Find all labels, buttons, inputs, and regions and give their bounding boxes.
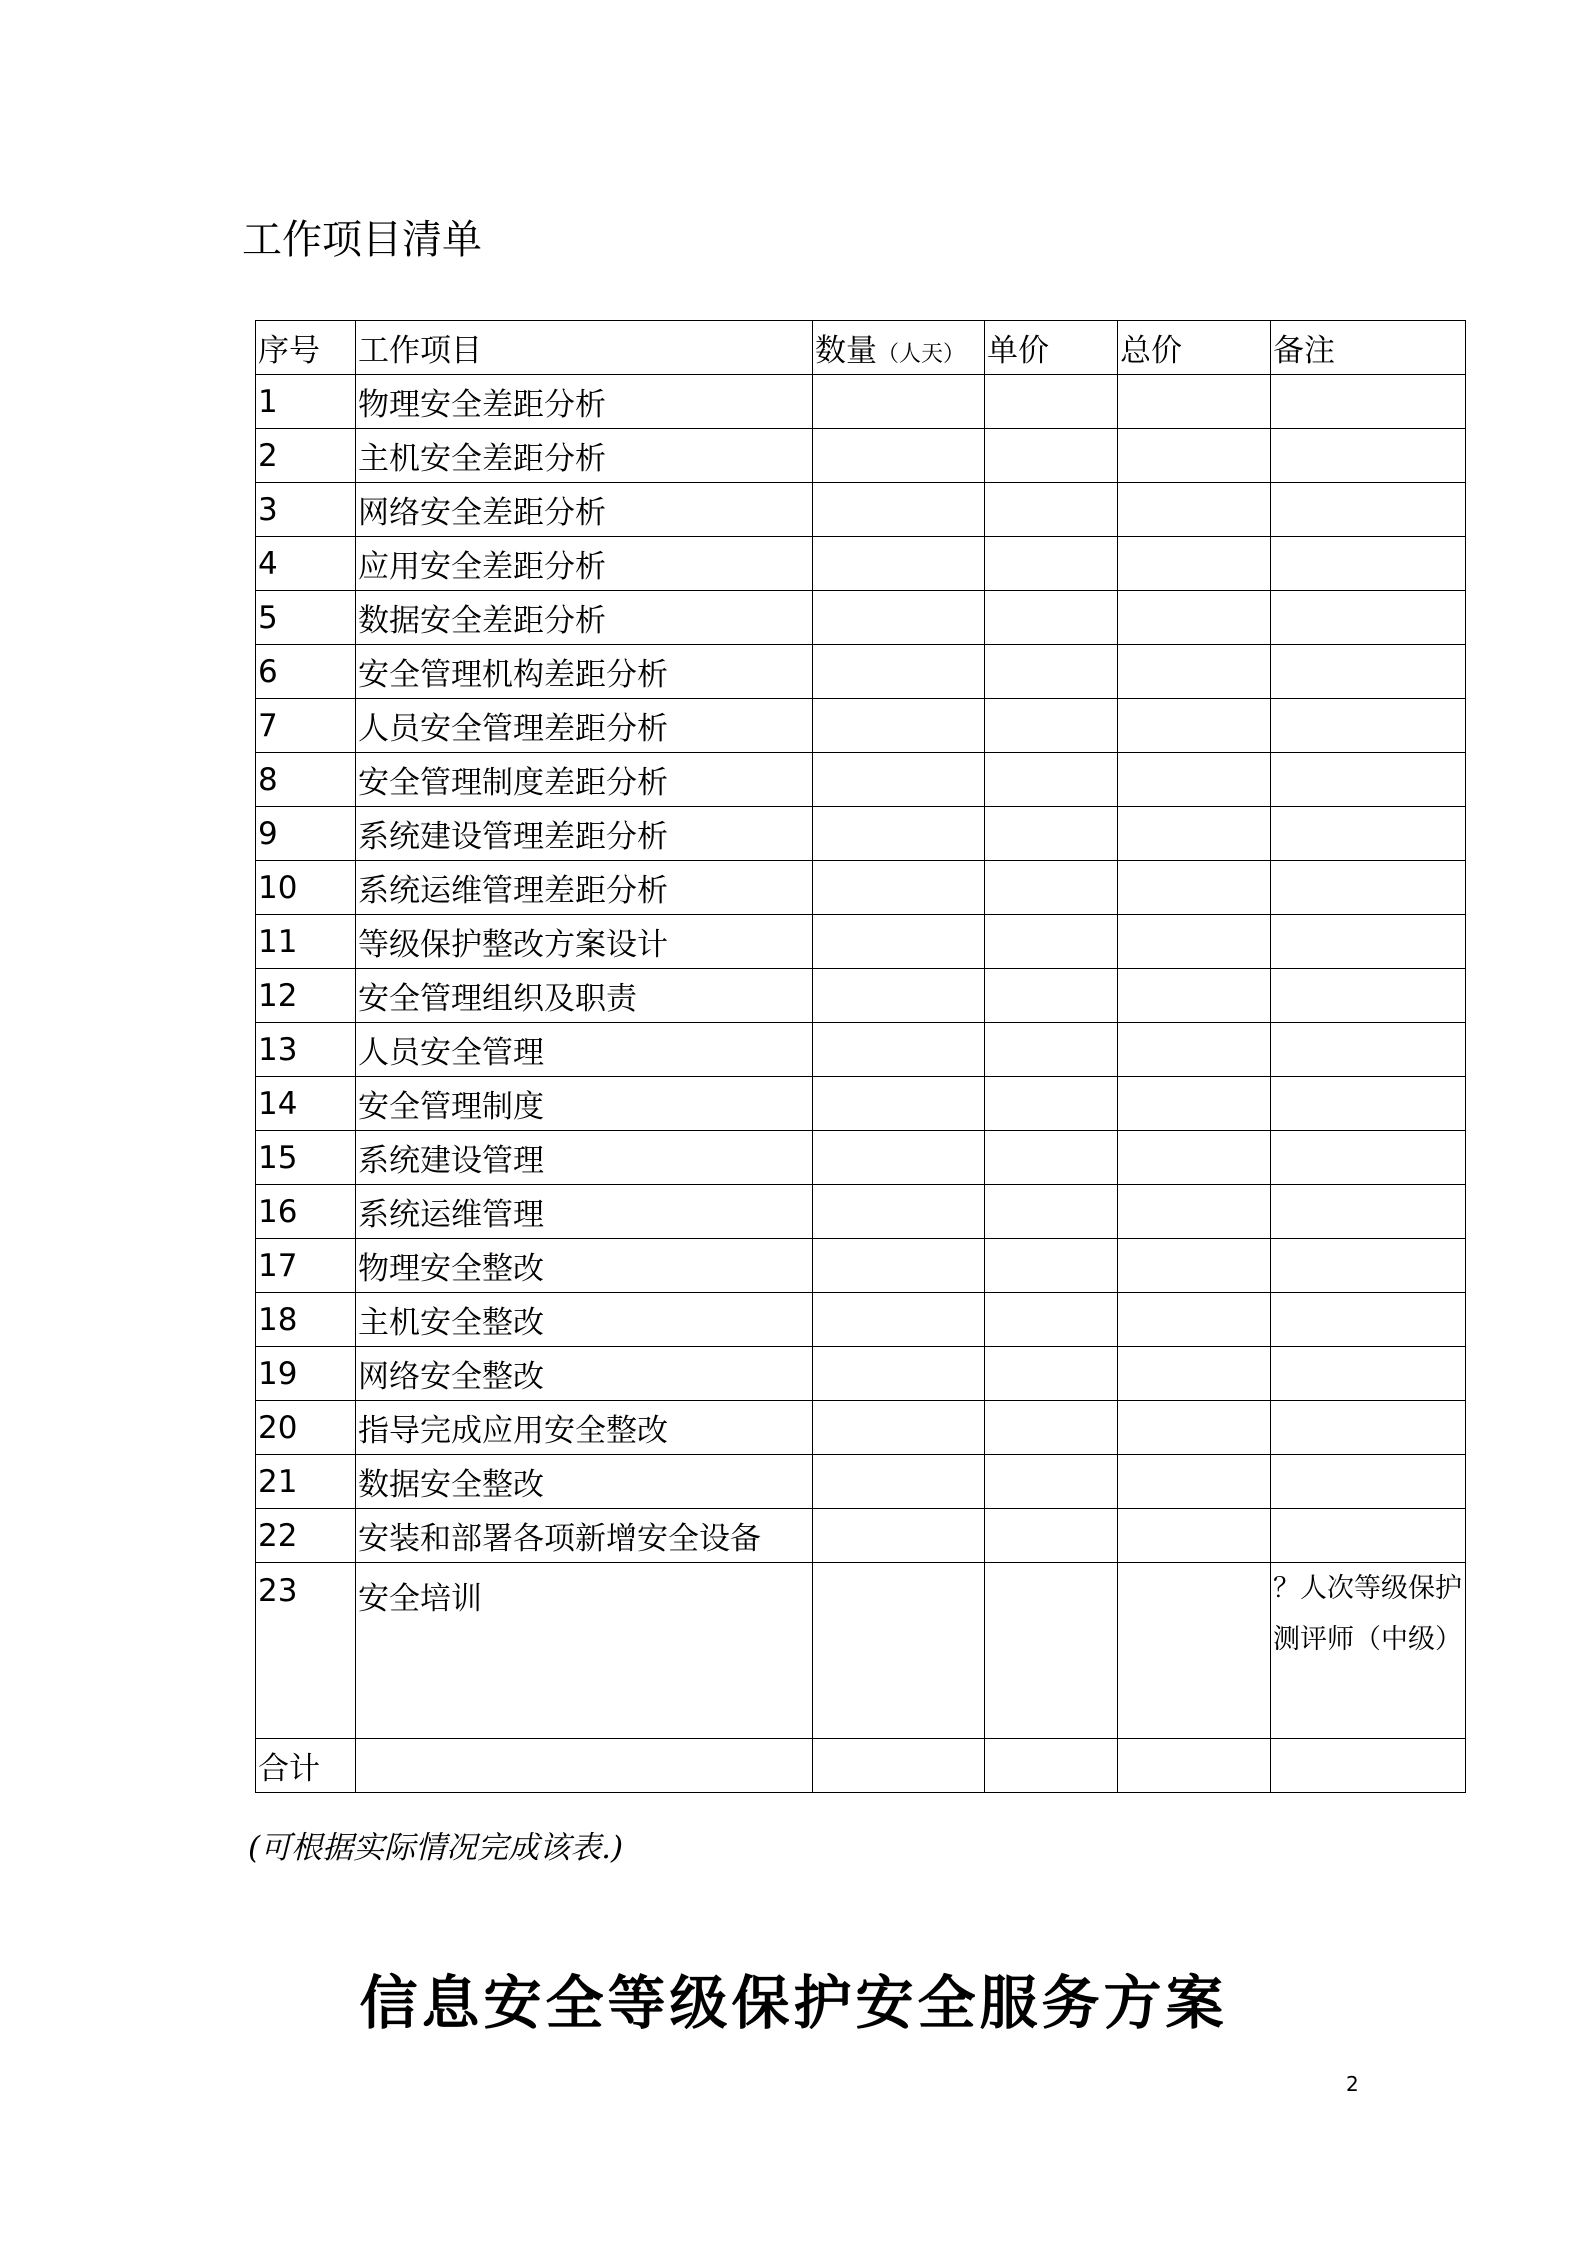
row-remark (1271, 1077, 1466, 1131)
row-remark (1271, 537, 1466, 591)
row-item: 物理安全差距分析 (356, 375, 813, 429)
total-row (256, 1739, 1466, 1793)
row-qty (813, 915, 985, 969)
table-row (256, 375, 1466, 429)
row-qty (813, 1239, 985, 1293)
row-qty (813, 861, 985, 915)
row-unit-price (985, 915, 1118, 969)
row-remark (1271, 861, 1466, 915)
row-no: 16 (256, 1185, 356, 1239)
row-total-price (1118, 1131, 1271, 1185)
table-row (256, 969, 1466, 1023)
row-item: 网络安全整改 (356, 1347, 813, 1401)
table-row (256, 861, 1466, 915)
row-unit-price (985, 645, 1118, 699)
header-no: 序号 (256, 321, 356, 375)
row-no: 2 (256, 429, 356, 483)
table-row (256, 591, 1466, 645)
row-qty (813, 429, 985, 483)
table-header-row (256, 321, 1466, 375)
row-item: 安全管理制度差距分析 (356, 753, 813, 807)
row-remark (1271, 699, 1466, 753)
total-unit-price (985, 1739, 1118, 1793)
header-item: 工作项目 (356, 321, 813, 375)
row-remark (1271, 591, 1466, 645)
row-no: 14 (256, 1077, 356, 1131)
total-qty (813, 1739, 985, 1793)
row-total-price (1118, 861, 1271, 915)
row-qty (813, 537, 985, 591)
total-label: 合计 (256, 1739, 356, 1793)
table-row (256, 915, 1466, 969)
row-no: 8 (256, 753, 356, 807)
row-item: 等级保护整改方案设计 (356, 915, 813, 969)
total-item (356, 1739, 813, 1793)
row-total-price (1118, 1185, 1271, 1239)
row-qty (813, 1293, 985, 1347)
row-item: 应用安全差距分析 (356, 537, 813, 591)
row-remark (1271, 1401, 1466, 1455)
row-no: 20 (256, 1401, 356, 1455)
row-unit-price (985, 1455, 1118, 1509)
row-item: 物理安全整改 (356, 1239, 813, 1293)
row-no: 3 (256, 483, 356, 537)
table-row (256, 1347, 1466, 1401)
row-item: 安全管理机构差距分析 (356, 645, 813, 699)
row-remark: ？人次等级保护测评师（中级） (1271, 1563, 1466, 1739)
row-unit-price (985, 1293, 1118, 1347)
header-qty-label: 数量 (815, 333, 877, 369)
row-remark (1271, 1131, 1466, 1185)
row-unit-price (985, 1401, 1118, 1455)
row-total-price (1118, 375, 1271, 429)
row-unit-price (985, 1077, 1118, 1131)
row-total-price (1118, 1563, 1271, 1739)
row-unit-price (985, 1563, 1118, 1739)
section-title: 工作项目清单 (242, 217, 482, 263)
row-remark (1271, 645, 1466, 699)
page-number: 2 (1346, 2072, 1359, 2096)
row-no: 23 (256, 1563, 356, 1739)
row-item: 安全管理组织及职责 (356, 969, 813, 1023)
row-total-price (1118, 699, 1271, 753)
table-row (256, 753, 1466, 807)
table-row (256, 537, 1466, 591)
row-no: 21 (256, 1455, 356, 1509)
row-unit-price (985, 1239, 1118, 1293)
row-qty (813, 1509, 985, 1563)
row-qty (813, 1455, 985, 1509)
table-row (256, 1077, 1466, 1131)
row-total-price (1118, 915, 1271, 969)
row-unit-price (985, 537, 1118, 591)
table-row (256, 1401, 1466, 1455)
row-item: 安全培训 (356, 1563, 813, 1739)
row-total-price (1118, 1293, 1271, 1347)
table-row (256, 1023, 1466, 1077)
row-no: 13 (256, 1023, 356, 1077)
row-item: 系统运维管理差距分析 (356, 861, 813, 915)
row-no: 22 (256, 1509, 356, 1563)
table-row (256, 1131, 1466, 1185)
row-no: 15 (256, 1131, 356, 1185)
row-item: 主机安全差距分析 (356, 429, 813, 483)
row-no: 9 (256, 807, 356, 861)
table-row (256, 699, 1466, 753)
table-row (256, 645, 1466, 699)
total-remark (1271, 1739, 1466, 1793)
row-qty (813, 753, 985, 807)
row-remark (1271, 375, 1466, 429)
row-unit-price (985, 699, 1118, 753)
total-total-price (1118, 1739, 1271, 1793)
row-qty (813, 1563, 985, 1739)
row-unit-price (985, 375, 1118, 429)
row-unit-price (985, 861, 1118, 915)
row-item: 人员安全管理差距分析 (356, 699, 813, 753)
row-item: 安全管理制度 (356, 1077, 813, 1131)
row-total-price (1118, 1455, 1271, 1509)
row-total-price (1118, 807, 1271, 861)
row-item: 指导完成应用安全整改 (356, 1401, 813, 1455)
row-unit-price (985, 591, 1118, 645)
row-qty (813, 969, 985, 1023)
header-unit-price: 单价 (985, 321, 1118, 375)
row-unit-price (985, 483, 1118, 537)
row-qty (813, 483, 985, 537)
header-remark: 备注 (1271, 321, 1466, 375)
work-items-table (255, 320, 1466, 1793)
row-total-price (1118, 1347, 1271, 1401)
row-remark (1271, 915, 1466, 969)
row-no: 17 (256, 1239, 356, 1293)
row-total-price (1118, 1077, 1271, 1131)
row-unit-price (985, 1347, 1118, 1401)
row-remark (1271, 969, 1466, 1023)
row-unit-price (985, 429, 1118, 483)
row-total-price (1118, 483, 1271, 537)
footnote: (可根据实际情况完成该表.) (248, 1830, 624, 1866)
row-remark (1271, 807, 1466, 861)
row-no: 10 (256, 861, 356, 915)
row-qty (813, 591, 985, 645)
row-unit-price (985, 753, 1118, 807)
table-row (256, 1509, 1466, 1563)
row-item: 人员安全管理 (356, 1023, 813, 1077)
row-total-price (1118, 1509, 1271, 1563)
row-qty (813, 1401, 985, 1455)
table-row (256, 1185, 1466, 1239)
row-qty (813, 1131, 985, 1185)
header-total-price: 总价 (1118, 321, 1271, 375)
row-qty (813, 1347, 985, 1401)
row-unit-price (985, 969, 1118, 1023)
row-no: 5 (256, 591, 356, 645)
main-title: 信息安全等级保护安全服务方案 (359, 1969, 1228, 2037)
row-qty (813, 1023, 985, 1077)
row-qty (813, 807, 985, 861)
row-total-price (1118, 537, 1271, 591)
row-no: 6 (256, 645, 356, 699)
row-qty (813, 1185, 985, 1239)
row-item: 安装和部署各项新增安全设备 (356, 1509, 813, 1563)
row-remark (1271, 429, 1466, 483)
row-no: 4 (256, 537, 356, 591)
row-remark (1271, 753, 1466, 807)
row-total-price (1118, 969, 1271, 1023)
row-item: 主机安全整改 (356, 1293, 813, 1347)
row-unit-price (985, 1185, 1118, 1239)
table-row (256, 429, 1466, 483)
row-no: 18 (256, 1293, 356, 1347)
row-no: 1 (256, 375, 356, 429)
row-total-price (1118, 429, 1271, 483)
row-qty (813, 699, 985, 753)
row-no: 19 (256, 1347, 356, 1401)
row-item: 系统建设管理 (356, 1131, 813, 1185)
row-remark (1271, 1509, 1466, 1563)
row-item: 系统建设管理差距分析 (356, 807, 813, 861)
row-remark (1271, 1023, 1466, 1077)
row-total-price (1118, 1239, 1271, 1293)
row-total-price (1118, 753, 1271, 807)
row-unit-price (985, 1131, 1118, 1185)
row-qty (813, 645, 985, 699)
row-total-price (1118, 591, 1271, 645)
row-total-price (1118, 1023, 1271, 1077)
row-remark (1271, 1455, 1466, 1509)
table-row (256, 1293, 1466, 1347)
row-no: 7 (256, 699, 356, 753)
table-row (256, 1563, 1466, 1739)
row-no: 11 (256, 915, 356, 969)
table-row (256, 1239, 1466, 1293)
row-no: 12 (256, 969, 356, 1023)
row-item: 系统运维管理 (356, 1185, 813, 1239)
row-qty (813, 1077, 985, 1131)
row-unit-price (985, 1509, 1118, 1563)
header-qty-unit: （人天） (877, 342, 966, 367)
header-qty (813, 321, 985, 375)
table-row (256, 807, 1466, 861)
row-unit-price (985, 807, 1118, 861)
row-total-price (1118, 645, 1271, 699)
row-remark (1271, 1293, 1466, 1347)
row-remark (1271, 483, 1466, 537)
row-item: 数据安全整改 (356, 1455, 813, 1509)
row-remark (1271, 1239, 1466, 1293)
row-total-price (1118, 1401, 1271, 1455)
row-qty (813, 375, 985, 429)
row-remark (1271, 1185, 1466, 1239)
row-unit-price (985, 1023, 1118, 1077)
table-row (256, 483, 1466, 537)
row-remark (1271, 1347, 1466, 1401)
row-item: 网络安全差距分析 (356, 483, 813, 537)
row-item: 数据安全差距分析 (356, 591, 813, 645)
table-row (256, 1455, 1466, 1509)
